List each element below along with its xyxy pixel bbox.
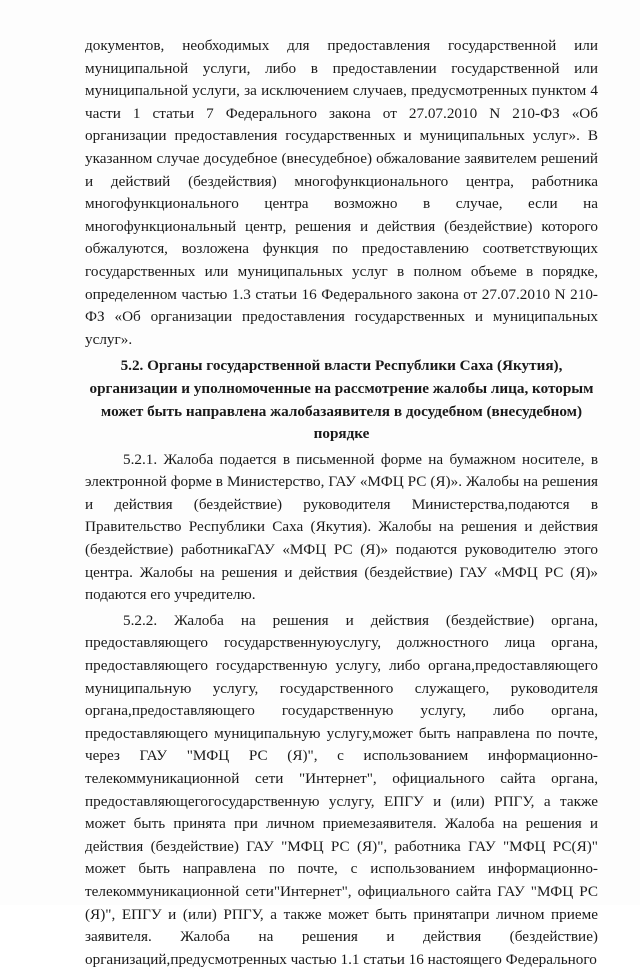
paragraph-continuation: документов, необходимых для предоставления государственной или муниципальной услуги, либо в предоставлении государственной или муниципальной услуги, за исключением случаев, предусмотренных пунктом 4 части 1 статьи 7 Федерального закона от 27.07.2010 N 210-ФЗ «Об организации предоставления государственных и муниципальных услуг». В указанном случае досудебное (внесудебное) обжалование заявителем решений и действий (бездействия) многофункционального центра, работника многофункционального центра возможно в случае, если на многофункциональный центр, решения и действия (бездействие) которого обжалуются, возложена функция по предоставлению соответствующих государственных или муниципальных услуг в полном объеме в порядке, определенном частью 1.3 статьи 16 Федерального закона от 27.07.2010 N 210-ФЗ «Об организации предоставления государственных и муниципальных услуг». — [85, 37, 598, 348]
paragraph-5-2-2: 5.2.2. Жалоба на решения и действия (бездействие) органа, предоставляющего государственнуюуслугу, должностного лица органа, предоставляющего государственную услугу, либо органа,предоставляющего муниципальную услугу, государственного служащего, руководителя органа,предоставляющего государственную услугу, либо органа, предоставляющего муниципальную услугу,может быть направлена по почте, через ГАУ "МФЦ РС (Я)", с использованием информационно-телекоммуникационной сети "Интернет", официального сайта органа, предоставляющегогосударственную услугу, ЕПГУ и (или) РПГУ, а также может быть принята при личном приемезаявителя. Жалоба на решения и действия (бездействие) ГАУ "МФЦ РС (Я)", работника ГАУ "МФЦ РС(Я)" может быть направлена по почте, с использованием информационно-телекоммуникационной сети"Интернет", официального сайта ГАУ "МФЦ РС (Я)", ЕПГУ и (или) РПГУ, а также может быть принятапри личном приеме заявителя. Жалоба на решения и действия (бездействие) организаций,предусмотренных частью 1.1 статьи 16 настоящего Федерального — [85, 611, 598, 968]
spacer — [85, 351, 598, 354]
paragraph-5-2-1: 5.2.1. Жалоба подается в письменной форме на бумажном носителе, в электронной форме в Министерство, ГАУ «МФЦ РС (Я)». Жалобы на решения и действия (бездействие) руководителя Министерства,подаются в Правительство Республики Саха (Якутия). Жалобы на решения и действия (бездействие) работникаГАУ «МФЦ РС (Я)» подаются руководителю этого центра. Жалобы на решения и действия (бездействие) ГАУ «МФЦ РС (Я)» подаются его учредителю. — [85, 450, 598, 604]
section-heading: 5.2. Органы государственной власти Республики Саха (Якутия), организации и уполномоченные на рассмотрение жалобы лица, которым может быть направлена жалобазаявителя в досудебном (внесудебном) порядке — [89, 357, 594, 443]
